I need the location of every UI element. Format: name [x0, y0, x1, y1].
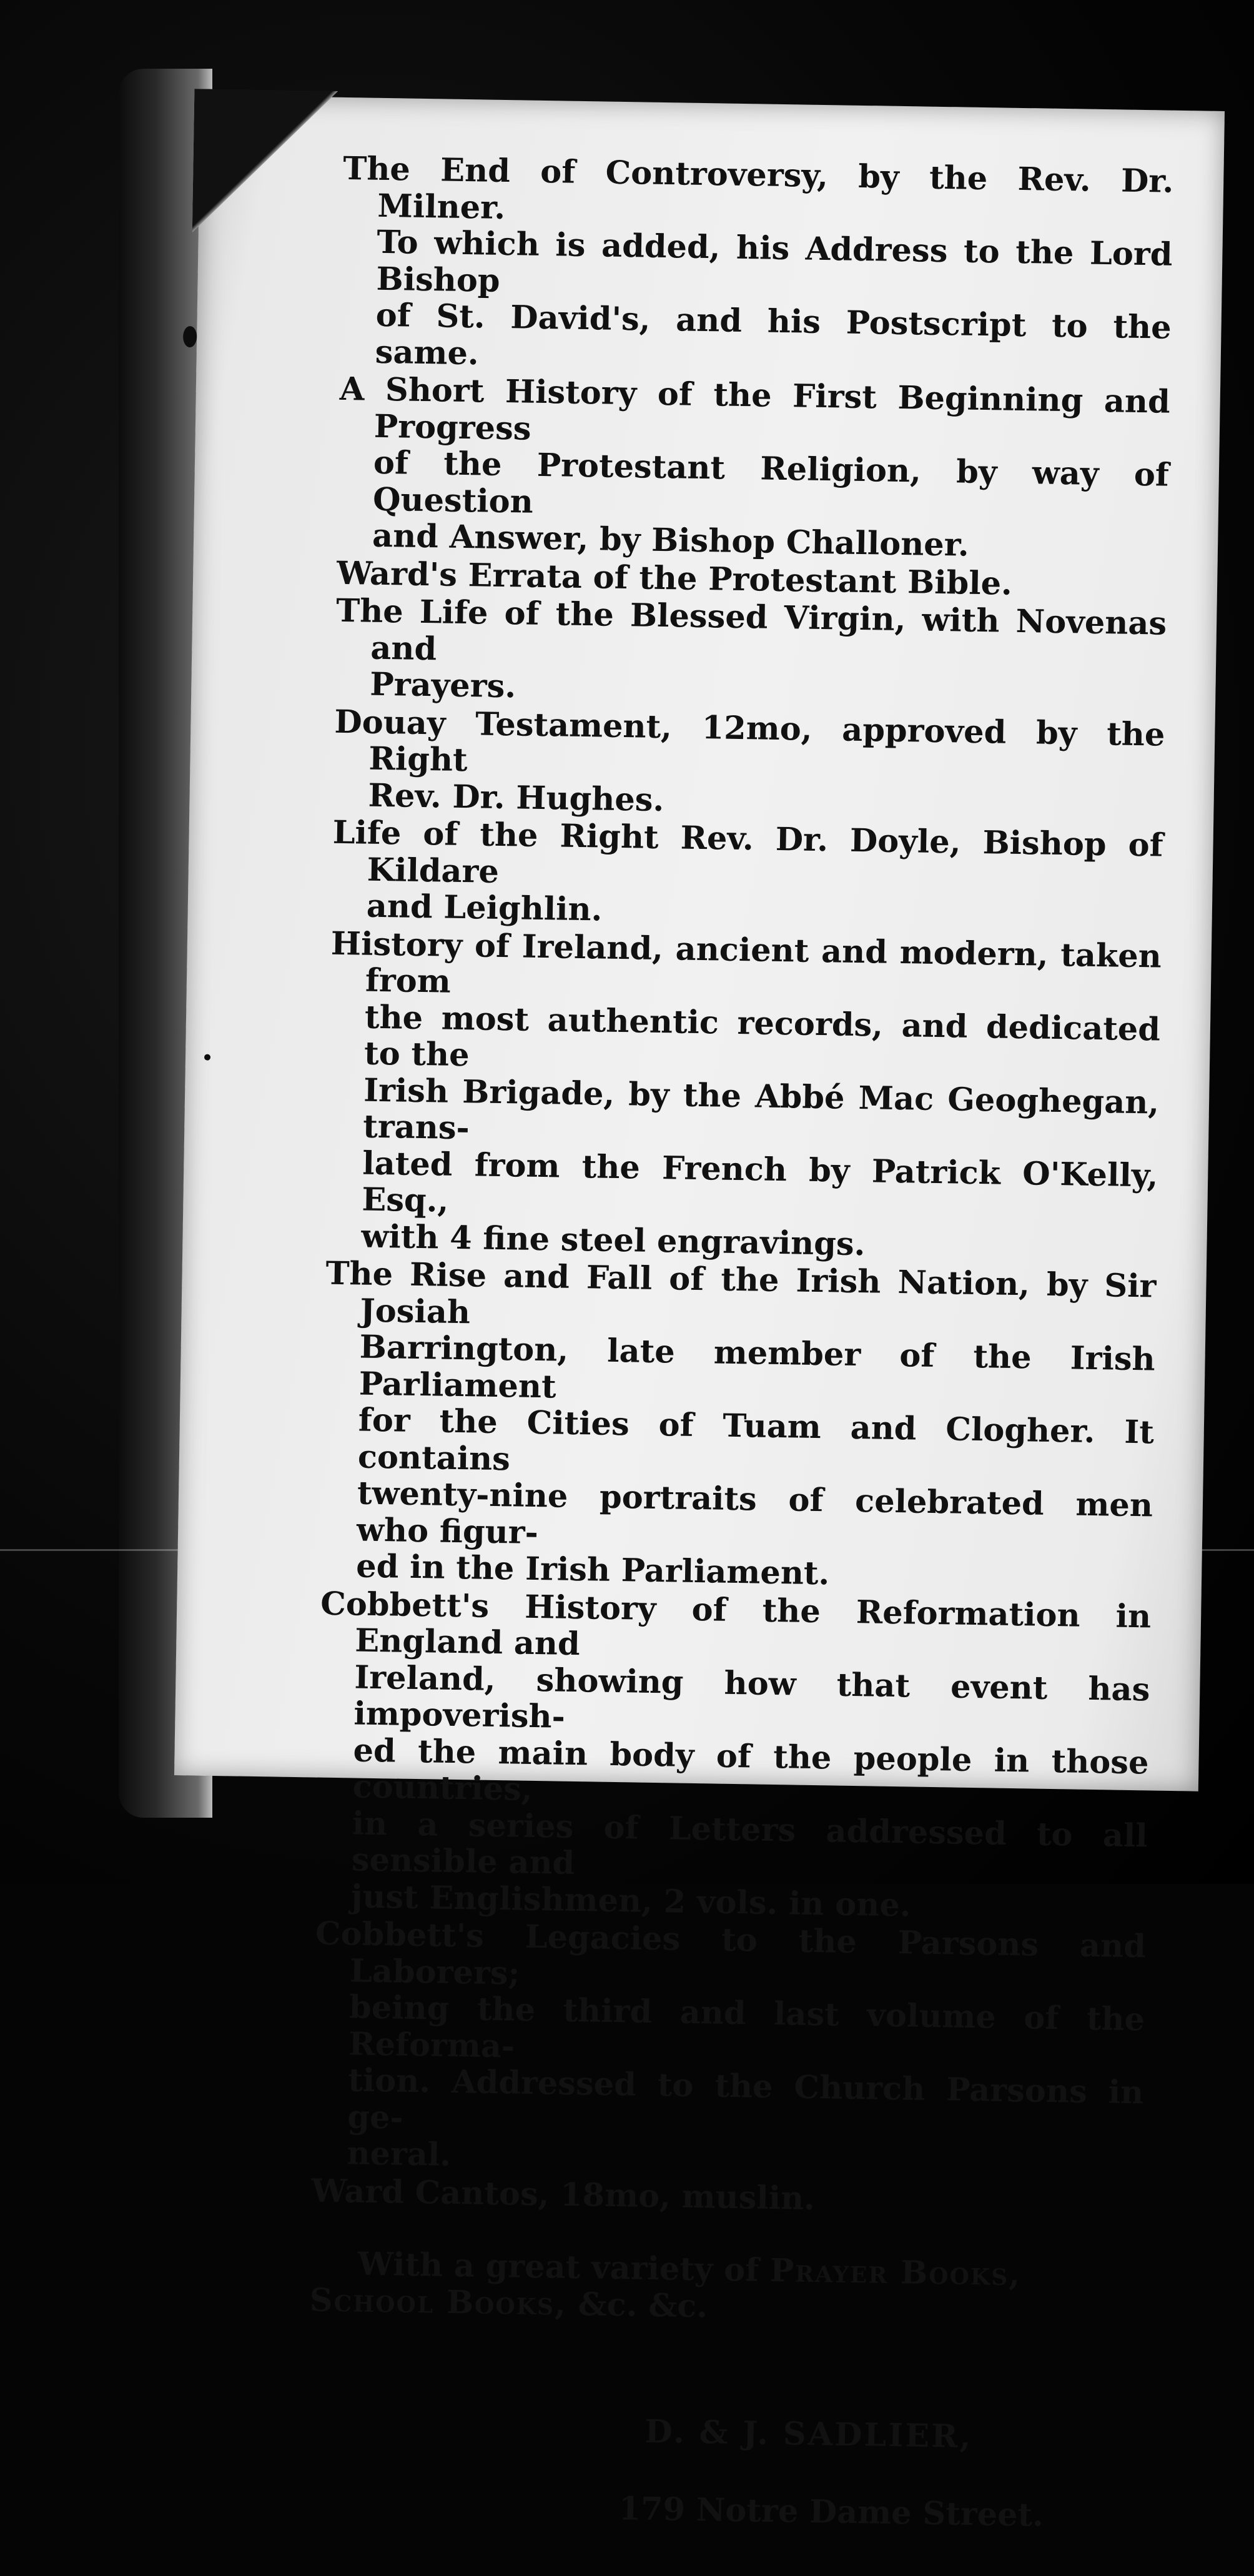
publisher-block: [305, 2368, 1139, 2575]
book-entry-life-blessed-virgin: The Life of the Blessed Virgin, with Novenas and Prayers.: [335, 592, 1167, 706]
folded-page-corner: [192, 89, 338, 235]
book-entry-wards-errata: Ward's Errata of the Protestant Bible.: [336, 554, 1013, 603]
book-entry-cobbett-history: Cobbett's History of the Reformation in England and Ireland, showing how that event has impoverish- ed the main body of the people in those countries, in a series of Letters addressed to all sensible and just Englishmen, 2 vols. in one.: [320, 1585, 1152, 1925]
book-entry-rise-and-fall: The Rise and Fall of the Irish Nation, by Sir Josiah Barrington, late member of the Irish Parliament for the Cities of Tuam and Clogher. It contains twenty-nine portraits of celebrated men who figur- ed in the Irish Parliament.: [325, 1254, 1157, 1593]
closing-prefix: With a great variety of: [357, 2245, 771, 2290]
closing-line: [309, 2245, 1141, 2331]
publisher-address: 179 Notre Dame Street.: [618, 2490, 1044, 2534]
closing-suffix: &c. &c.: [566, 2285, 708, 2325]
prayer-books-label: Prayer Books,: [769, 2252, 1022, 2294]
book-entry-ward-cantos: Ward Cantos, 18mo, muslin.: [311, 2171, 816, 2217]
book-entry-end-of-controversy: The End of Controversy, by the Rev. Dr. Milner. To which is added, his Address to the Lord Bishop of St. David's, and his Postscript to the same.: [342, 149, 1174, 372]
advertisement-text: [305, 151, 1173, 2575]
school-books-label: School Books,: [309, 2281, 568, 2323]
book-entry-short-history: A Short History of the First Beginning and Progress of the Protestant Religion, by way of Question and Answer, by Bishop Challoner.: [339, 370, 1171, 564]
book-entry-douay-testament: Douay Testament, 12mo, approved by the Right Rev. Dr. Hughes.: [334, 703, 1165, 819]
book-page: [174, 95, 1225, 2534]
book-entry-life-dr-doyle: Life of the Right Rev. Dr. Doyle, Bishop of Kildare and Leighlin.: [332, 813, 1164, 929]
book-entry-history-of-ireland: History of Ireland, ancient and modern, taken from the most authentic records, and dedicated to the Irish Brigade, by the Abbé Mac Geoghegan, trans- lated from the French by Patrick O'Kelly, Esq., with 4 fine steel engravings.: [330, 924, 1162, 1263]
publisher-name: D. & J. SADLIER,: [644, 2412, 973, 2456]
page-speck: [204, 1054, 210, 1061]
book-entry-cobbett-legacies: Cobbett's Legacies to the Parsons and Laborers; being the third and last volume of the Reforma- tion. Addressed to the Church Parsons in ge- neral.: [315, 1915, 1147, 2174]
